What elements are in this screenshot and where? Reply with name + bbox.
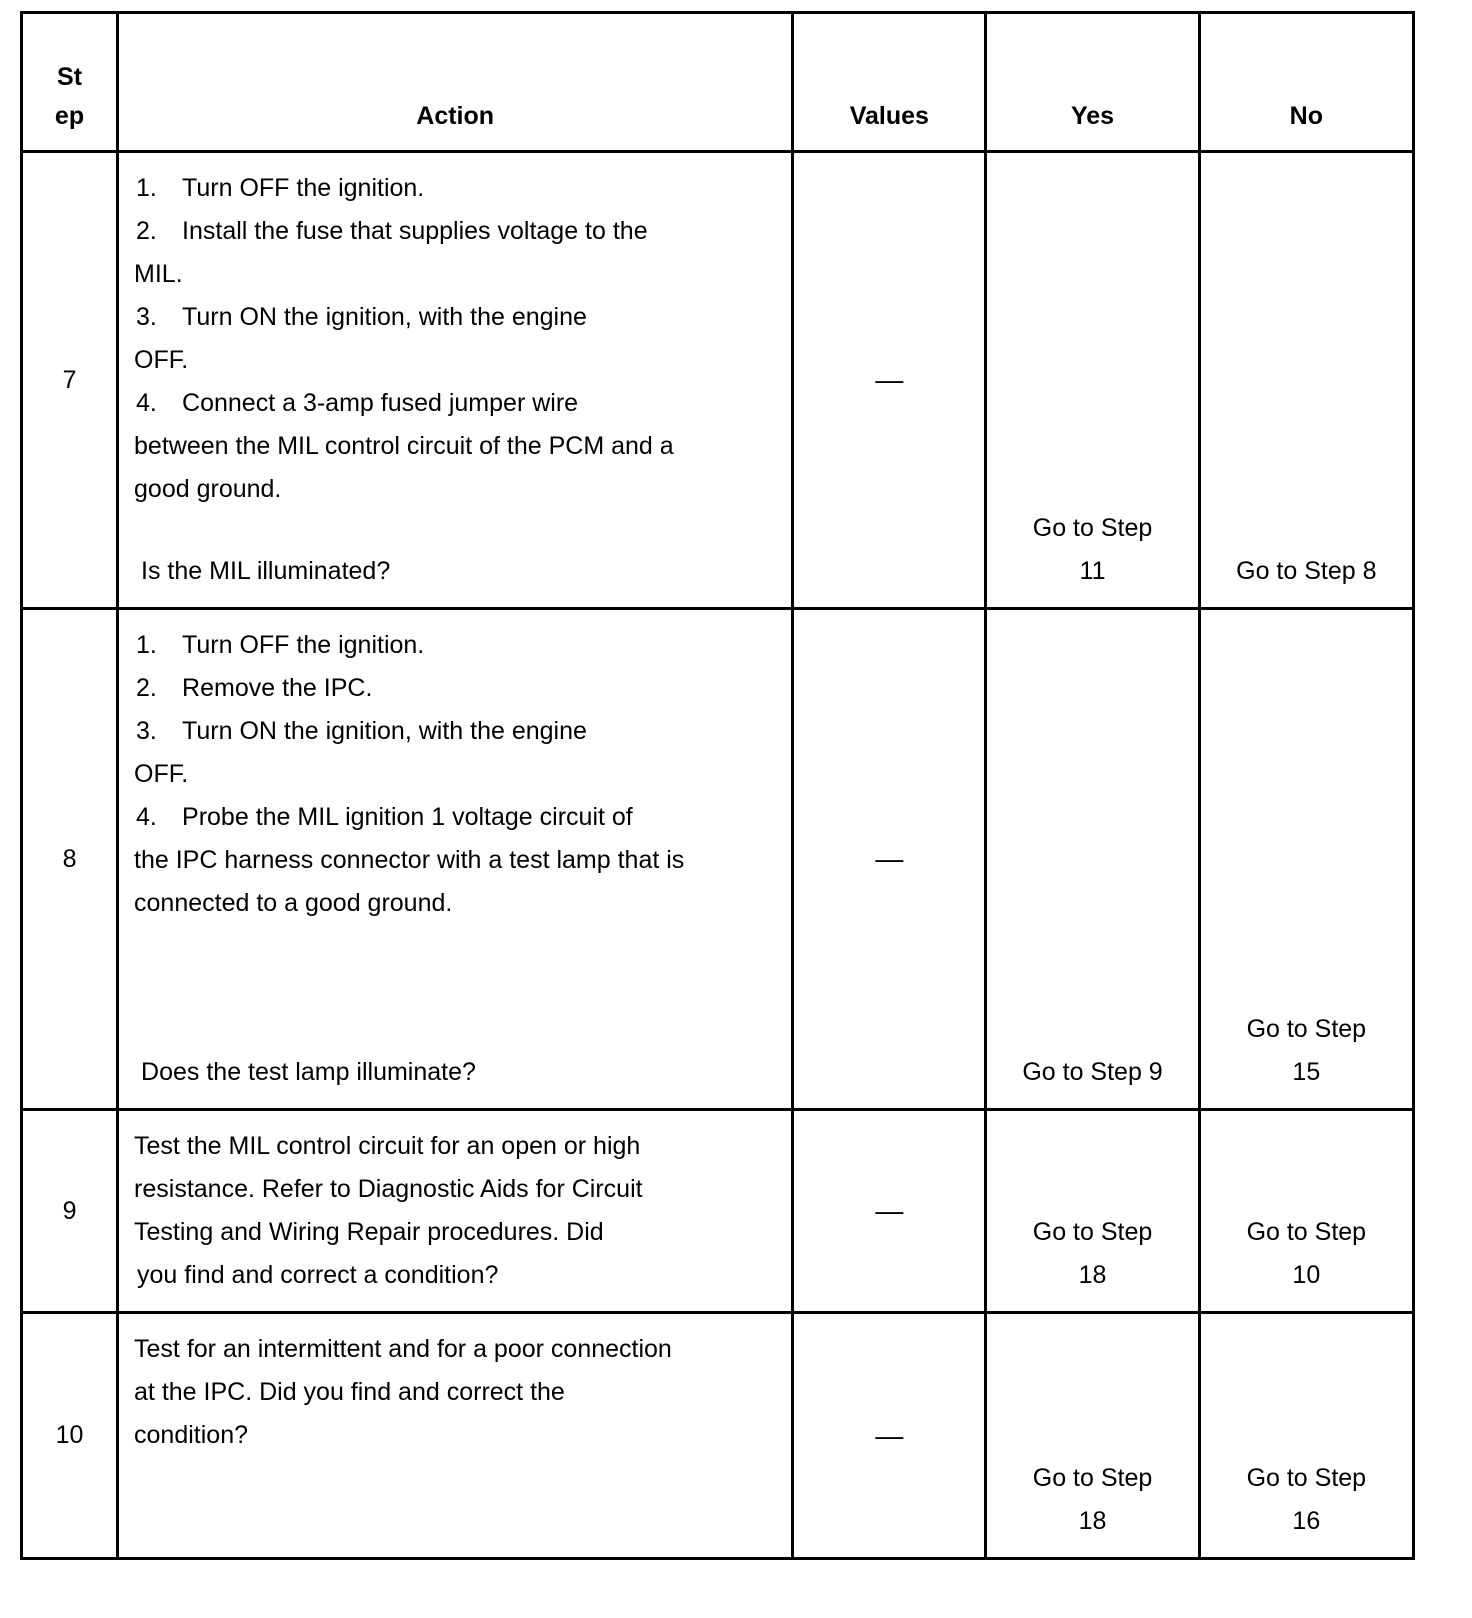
- values-cell: —: [793, 1110, 986, 1313]
- item-number: 2.: [136, 674, 157, 702]
- action-steps-list: [134, 167, 781, 511]
- action-line: condition?: [134, 1421, 249, 1449]
- item-text: Turn ON the ignition, with the engine: [182, 717, 587, 745]
- list-item: [134, 425, 781, 468]
- list-item: [134, 296, 781, 339]
- item-number: 4.: [136, 803, 157, 831]
- no-cell: Go to Step 8: [1199, 152, 1413, 609]
- list-item: [134, 167, 781, 210]
- action-cell: [118, 609, 793, 1110]
- item-number: 3.: [136, 717, 157, 745]
- no-cell: [1199, 609, 1413, 1110]
- table-row: [22, 1313, 1414, 1559]
- item-number: 4.: [136, 389, 157, 417]
- yes-cell: [986, 1110, 1199, 1313]
- item-text: Turn ON the ignition, with the engine: [182, 303, 587, 331]
- no-link: Go to Step 10: [1246, 1218, 1367, 1289]
- item-text: the IPC harness connector with a test lamp that is: [134, 846, 685, 874]
- list-item: [134, 624, 781, 667]
- yes-link: Go to Step 18: [1032, 1218, 1153, 1289]
- action-line: Test the MIL control circuit for an open or high: [134, 1132, 641, 1160]
- item-text: Turn OFF the ignition.: [182, 631, 425, 659]
- step-number: 7: [22, 152, 118, 609]
- list-item: [134, 339, 781, 382]
- header-row: [22, 13, 1414, 152]
- list-item: [134, 753, 781, 796]
- action-line: Test for an intermittent and for a poor connection: [134, 1335, 672, 1363]
- action-question: Does the test lamp illuminate?: [141, 1058, 476, 1086]
- action-cell: [118, 1313, 793, 1559]
- values-cell: —: [793, 1313, 986, 1559]
- list-item: [134, 839, 781, 882]
- header-action: Action: [118, 13, 793, 152]
- item-number: 1.: [136, 631, 157, 659]
- no-link: Go to Step 16: [1246, 1464, 1367, 1535]
- yes-cell: [986, 1313, 1199, 1559]
- no-cell: [1199, 1110, 1413, 1313]
- item-text: Remove the IPC.: [182, 674, 373, 702]
- list-item: [134, 382, 781, 425]
- list-item: [134, 210, 781, 253]
- yes-link: Go to Step 18: [1032, 1464, 1153, 1535]
- action-line: resistance. Refer to Diagnostic Aids for Circuit: [134, 1175, 643, 1203]
- action-line: you find and correct a condition?: [137, 1261, 499, 1289]
- item-text: Probe the MIL ignition 1 voltage circuit of: [182, 803, 633, 831]
- no-link: Go to Step 15: [1246, 1015, 1367, 1086]
- item-text: good ground.: [134, 475, 282, 503]
- header-step: St ep: [22, 13, 118, 152]
- header-yes: Yes: [986, 13, 1199, 152]
- header-values: Values: [793, 13, 986, 152]
- diagnostic-table: [20, 11, 1415, 1560]
- yes-cell: [986, 152, 1199, 609]
- action-line: at the IPC. Did you find and correct the: [134, 1378, 565, 1406]
- step-number: 10: [22, 1313, 118, 1559]
- header-no: No: [1199, 13, 1413, 152]
- item-text: Install the fuse that supplies voltage to the: [182, 217, 648, 245]
- item-number: 1.: [136, 174, 157, 202]
- item-text: Connect a 3-amp fused jumper wire: [182, 389, 579, 417]
- item-text: OFF.: [134, 346, 189, 374]
- no-cell: [1199, 1313, 1413, 1559]
- list-item: [134, 882, 781, 925]
- item-number: 2.: [136, 217, 157, 245]
- values-cell: —: [793, 609, 986, 1110]
- list-item: [134, 468, 781, 511]
- step-number: 9: [22, 1110, 118, 1313]
- list-item: [134, 796, 781, 839]
- list-item: [134, 710, 781, 753]
- list-item: [134, 667, 781, 710]
- item-text: Turn OFF the ignition.: [182, 174, 425, 202]
- values-cell: —: [793, 152, 986, 609]
- list-item: [134, 253, 781, 296]
- item-text: MIL.: [134, 260, 183, 288]
- yes-cell: Go to Step 9: [986, 609, 1199, 1110]
- item-number: 3.: [136, 303, 157, 331]
- yes-link: Go to Step 11: [1032, 514, 1153, 585]
- action-line: Testing and Wiring Repair procedures. Did: [134, 1218, 604, 1246]
- item-text: OFF.: [134, 760, 189, 788]
- item-text: between the MIL control circuit of the PCM and a: [134, 432, 674, 460]
- action-question: Is the MIL illuminated?: [141, 557, 391, 585]
- action-cell: [118, 152, 793, 609]
- action-steps-list: [134, 624, 781, 925]
- item-text: connected to a good ground.: [134, 889, 453, 917]
- table-row: [22, 152, 1414, 609]
- table-row: [22, 609, 1414, 1110]
- table-row: [22, 1110, 1414, 1313]
- action-cell: [118, 1110, 793, 1313]
- step-number: 8: [22, 609, 118, 1110]
